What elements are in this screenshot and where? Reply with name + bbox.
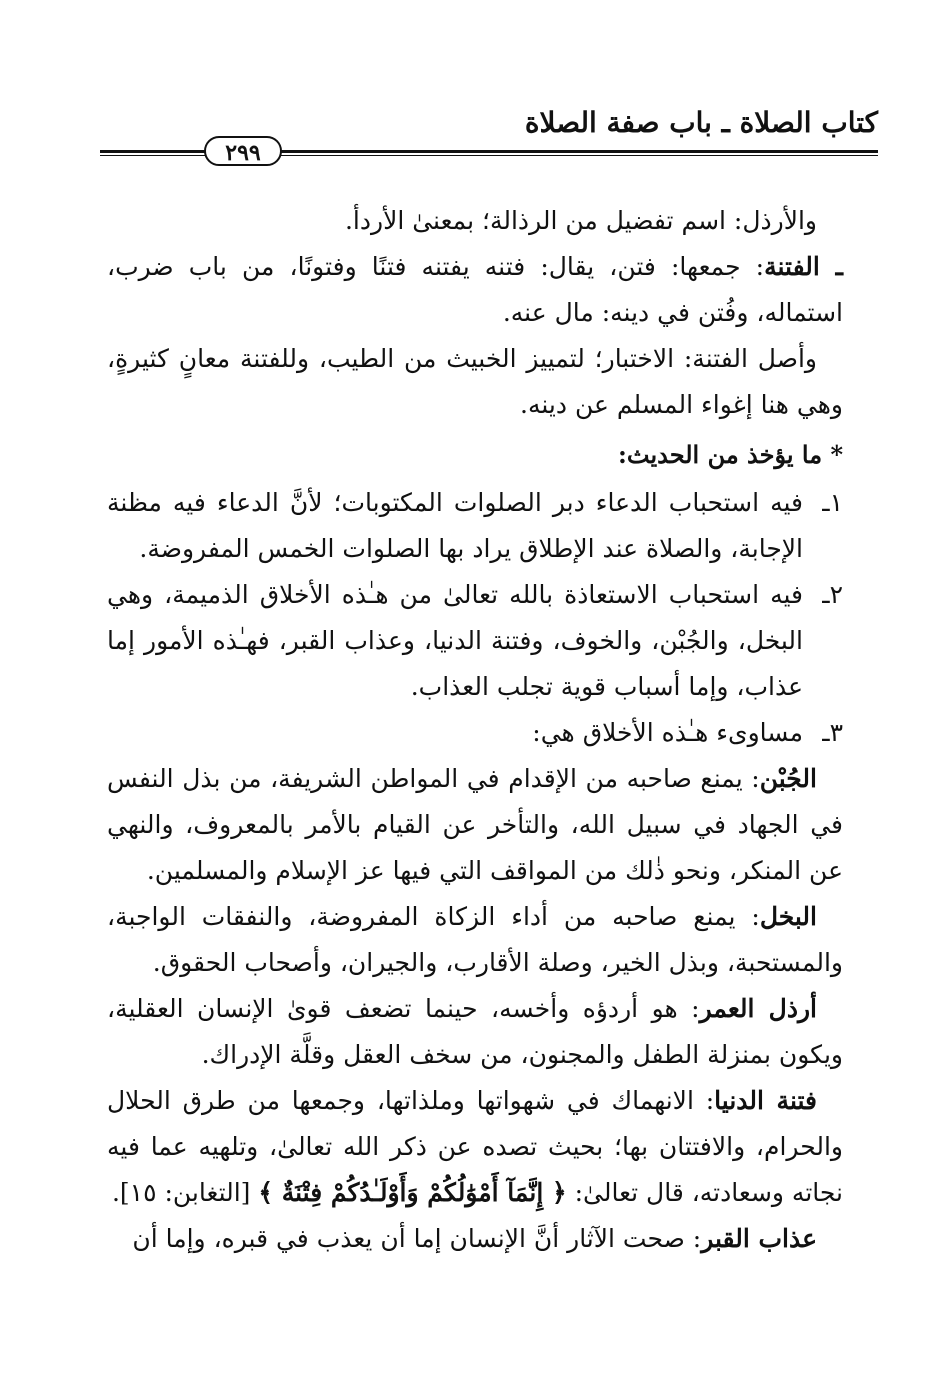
ardhal-umr-definition: : هو أردؤه وأخسه، حينما تضعف قوىٰ الإنسان العقلية، ويكون بمنزلة الطفل والمجنون، من سخف العقل وقلَّة الإدراك. (107, 994, 843, 1069)
list-item-text: مساوىء هـٰذه الأخلاق هي: (532, 718, 803, 747)
header-rule-left (100, 150, 208, 157)
list-item-2 (107, 572, 843, 710)
page-body (107, 198, 843, 1262)
term-fitna: ـ الفتنة (764, 252, 843, 281)
paragraph-fitna-origin: وأصل الفتنة: الاختبار؛ لتمييز الخبيث من الطيب، وللفتنة معانٍ كثيرةٍ، وهي هنا إغواء المسلم عن دينه. (107, 344, 843, 419)
section-heading: * ما يؤخذ من الحديث: (618, 440, 843, 469)
page-header (100, 92, 878, 172)
list-item-text: فيه استحباب الاستعاذة بالله تعالىٰ من هـٰذه الأخلاق الذميمة، وهي البخل، والجُبْن، والخوف، وفتنة الدنيا، وعذاب القبر، فهـٰذه الأمور إما عذاب، وإما أسباب قوية تجلب العذاب. (107, 580, 803, 701)
paragraph-jubn (107, 756, 843, 894)
bukhl-definition: : يمنع صاحبه من أداء الزكاة المفروضة، والنفقات الواجبة، والمستحبة، وبذل الخير، وصلة الأقارب، والجيران، وأصحاب الحقوق. (107, 902, 843, 977)
paragraph-fitnat-dunya (107, 1078, 843, 1216)
list-item-1 (107, 480, 843, 572)
list-item-number: ٣ـ (822, 718, 843, 747)
term-fitnat-dunya: فتنة الدنيا (714, 1086, 817, 1115)
paragraph-fitna (107, 244, 843, 336)
list-item-number: ٢ـ (822, 580, 843, 609)
term-adhab-qabr: عذاب القبر (701, 1224, 817, 1253)
header-rule-right (278, 150, 878, 157)
adhab-qabr-definition: : صحت الآثار أنَّ الإنسان إما أن يعذب في قبره، وإما أن (132, 1224, 702, 1253)
paragraph-ardhal-umr (107, 986, 843, 1078)
jubn-definition: : يمنع صاحبه من الإقدام في المواطن الشريفة، من بذل النفس في الجهاد في سبيل الله، والتأخر عن القيام بالأمر بالمعروف، والنهي عن المنكر، ونحو ذٰلك من المواقف التي فيها عز الإسلام والمسلمين. (107, 764, 843, 885)
list-item-text: فيه استحباب الدعاء دبر الصلوات المكتوبات؛ لأنَّ الدعاء فيه مظنة الإجابة، والصلاة عند الإطلاق يراد بها الصلوات الخمس المفروضة. (107, 488, 803, 563)
quran-verse: ﴿ إِنَّمَآ أَمْوَٰلُكُمْ وَأَوْلَـٰدُكُمْ فِتْنَةٌ ﴾ (258, 1178, 567, 1207)
list-item-number: ١ـ (822, 488, 843, 517)
running-title: كتاب الصلاة ـ باب صفة الصلاة (524, 106, 878, 139)
paragraph-ardhal: والأرذل: اسم تفضيل من الرذالة؛ بمعنىٰ الأردأ. (344, 206, 817, 235)
verse-reference: [التغابن: ١٥]. (111, 1178, 259, 1207)
term-bukhl: البخل (759, 902, 817, 931)
term-ardhal-umr: أرذل العمر (699, 994, 818, 1023)
paragraph-bukhl (107, 894, 843, 986)
fitnat-dunya-definition: : الانهماك في شهواتها وملذاتها، وجمعها من طرق الحلال والحرام، والافتتان بها؛ بحيث تصده عن ذكر الله تعالىٰ، وتلهيه عما فيه نجاته وسعادته، قال تعالىٰ: (107, 1086, 843, 1207)
fitna-definition: : جمعها: فتن، يقال: فتنه يفتنه فتنًا وفتونًا، من باب ضرب، استماله، وفُتن في دينه: مال عنه. (107, 252, 843, 327)
list-item-3 (107, 710, 843, 756)
term-jubn: الجُبْن (759, 764, 817, 793)
paragraph-adhab-qabr (107, 1216, 843, 1262)
page-number: ٢٩٩ (204, 136, 282, 166)
